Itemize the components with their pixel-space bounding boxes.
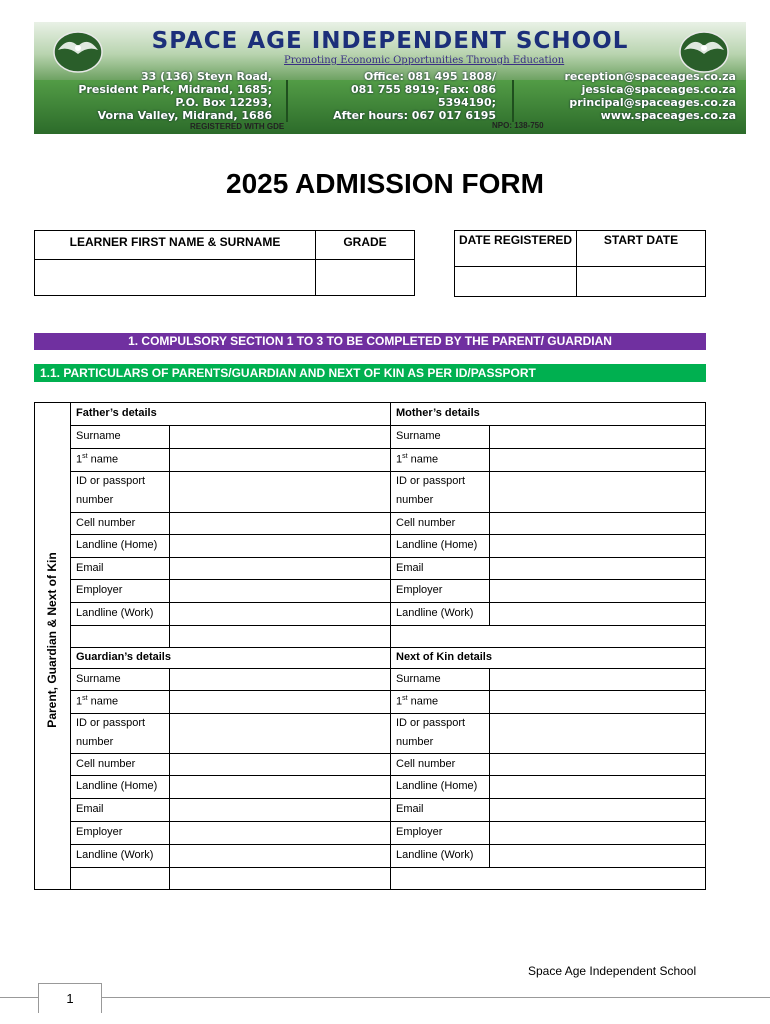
id-passport-label: ID or passport: [76, 717, 146, 729]
employer-label: Employer: [76, 584, 123, 596]
school-crest-icon: [678, 28, 730, 74]
address-line: 33 (136) Steyn Road,: [141, 70, 272, 83]
grade-header: GRADE: [343, 235, 387, 249]
id-passport-label: ID or passport: [396, 475, 466, 487]
section-1-heading: 1. COMPULSORY SECTION 1 TO 3 TO BE COMPLETED BY THE PARENT/ GUARDIAN: [34, 333, 706, 350]
grade-field[interactable]: [316, 260, 414, 295]
date-registered-header: DATE REGISTERED: [458, 233, 573, 247]
side-label-cell: [34, 402, 70, 890]
left-landline-work-input[interactable]: [170, 845, 390, 867]
right-employer-input[interactable]: [490, 580, 705, 602]
next-of-kin-details-heading: Next of Kin details: [396, 651, 492, 663]
left-id-input[interactable]: [170, 714, 390, 753]
footer-school-name: Space Age Independent School: [528, 964, 697, 978]
website-line: www.spaceages.co.za: [600, 109, 736, 122]
school-contact-numbers: [316, 70, 496, 122]
footer-rule: [0, 997, 770, 998]
school-name: SPACE AGE INDEPENDENT SCHOOL: [151, 28, 629, 54]
left-first-input[interactable]: [170, 449, 390, 471]
right-landline-work-input[interactable]: [490, 603, 705, 625]
id-passport-label: number: [76, 736, 114, 748]
left-surname-input[interactable]: [170, 669, 390, 690]
right-id-input[interactable]: [490, 714, 705, 753]
mother-details-heading: Mother’s details: [396, 407, 480, 419]
surname-label: Surname: [396, 673, 441, 685]
school-emails: [546, 70, 736, 122]
registration-dates-table: [454, 230, 706, 297]
right-id-input[interactable]: [490, 472, 705, 512]
learner-grade-table: [34, 230, 415, 296]
first-name-label: 1st name: [76, 695, 119, 708]
section-1-1-heading: 1.1. PARTICULARS OF PARENTS/GUARDIAN AND NEXT OF KIN AS PER ID/PASSPORT: [34, 364, 706, 382]
id-passport-label: number: [396, 494, 434, 506]
landline-home-label: Landline (Home): [76, 780, 158, 792]
landline-home-label: Landline (Home): [396, 780, 478, 792]
left-email-input[interactable]: [170, 799, 390, 821]
right-first-input[interactable]: [490, 691, 705, 713]
right-cell-input[interactable]: [490, 513, 705, 534]
email-line: jessica@spaceages.co.za: [581, 83, 736, 96]
table-rule: [169, 867, 170, 889]
right-surname-input[interactable]: [490, 426, 705, 448]
left-cell-input[interactable]: [170, 754, 390, 775]
cell-label: Cell number: [76, 517, 136, 529]
banner-divider: [286, 80, 288, 122]
registration-note: REGISTERED WITH GDE: [190, 122, 285, 131]
left-cell-input[interactable]: [170, 513, 390, 534]
npo-number: NPO: 138-750: [492, 121, 544, 130]
email-label: Email: [76, 803, 104, 815]
landline-work-label: Landline (Work): [76, 607, 154, 619]
cell-label: Cell number: [76, 758, 136, 770]
first-name-label: 1st name: [396, 695, 439, 708]
right-first-input[interactable]: [490, 449, 705, 471]
address-line: Vorna Valley, Midrand, 1686: [97, 109, 272, 122]
right-landline-home-input[interactable]: [490, 776, 705, 798]
cell-label: Cell number: [396, 758, 456, 770]
contact-line: Office: 081 495 1808/: [363, 70, 496, 83]
start-date-field[interactable]: [577, 267, 705, 296]
particulars-table: [34, 402, 706, 890]
right-email-input[interactable]: [490, 799, 705, 821]
contact-line: 081 755 8919; Fax: 086 5394190;: [350, 83, 496, 109]
id-passport-label: number: [76, 494, 114, 506]
learner-name-header: LEARNER FIRST NAME & SURNAME: [69, 235, 281, 249]
guardian-details-heading: Guardian’s details: [76, 651, 171, 663]
spare-field[interactable]: [71, 868, 705, 889]
landline-work-label: Landline (Work): [396, 849, 474, 861]
surname-label: Surname: [76, 673, 121, 685]
right-email-input[interactable]: [490, 558, 705, 579]
email-label: Email: [76, 562, 104, 574]
id-passport-label: number: [396, 736, 434, 748]
left-email-input[interactable]: [170, 558, 390, 579]
surname-label: Surname: [76, 430, 121, 442]
start-date-header: START DATE: [603, 233, 679, 247]
learner-name-field[interactable]: [35, 260, 315, 295]
banner-divider: [512, 80, 514, 122]
email-label: Email: [396, 562, 424, 574]
right-landline-home-input[interactable]: [490, 535, 705, 557]
landline-home-label: Landline (Home): [76, 539, 158, 551]
contact-line: After hours: 067 017 6195: [333, 109, 496, 122]
left-landline-work-input[interactable]: [170, 603, 390, 625]
email-label: Email: [396, 803, 424, 815]
address-line: President Park, Midrand, 1685;: [78, 83, 272, 96]
employer-label: Employer: [76, 826, 123, 838]
right-employer-input[interactable]: [490, 822, 705, 844]
employer-label: Employer: [396, 826, 443, 838]
table-rule: [169, 625, 170, 647]
cell-label: Cell number: [396, 517, 456, 529]
first-name-label: 1st name: [396, 453, 439, 466]
right-landline-work-input[interactable]: [490, 845, 705, 867]
school-address: [72, 70, 272, 122]
school-letterhead-banner: [34, 22, 746, 134]
page-title: 2025 ADMISSION FORM: [226, 168, 544, 199]
left-employer-input[interactable]: [170, 822, 390, 844]
left-landline-home-input[interactable]: [170, 776, 390, 798]
date-registered-field[interactable]: [455, 267, 576, 296]
page-number: 1: [38, 983, 102, 1013]
left-employer-input[interactable]: [170, 580, 390, 602]
landline-work-label: Landline (Work): [76, 849, 154, 861]
left-first-input[interactable]: [170, 691, 390, 713]
landline-home-label: Landline (Home): [396, 539, 478, 551]
side-label: Parent, Guardian & Next of Kin: [45, 552, 59, 728]
school-motto: Promoting Economic Opportunities Through Education: [284, 55, 565, 66]
left-id-input[interactable]: [170, 472, 390, 512]
address-line: P.O. Box 12293,: [175, 96, 272, 109]
email-line: principal@spaceages.co.za: [569, 96, 736, 109]
right-cell-input[interactable]: [490, 754, 705, 775]
email-line: reception@spaceages.co.za: [564, 70, 736, 83]
employer-label: Employer: [396, 584, 443, 596]
id-passport-label: ID or passport: [76, 475, 146, 487]
surname-label: Surname: [396, 430, 441, 442]
landline-work-label: Landline (Work): [396, 607, 474, 619]
id-passport-label: ID or passport: [396, 717, 466, 729]
father-details-heading: Father’s details: [76, 407, 157, 419]
right-surname-input[interactable]: [490, 669, 705, 690]
table-rule: [70, 647, 705, 648]
school-crest-icon: [52, 28, 104, 74]
spare-field[interactable]: [71, 626, 705, 647]
left-landline-home-input[interactable]: [170, 535, 390, 557]
left-surname-input[interactable]: [170, 426, 390, 448]
first-name-label: 1st name: [76, 453, 119, 466]
